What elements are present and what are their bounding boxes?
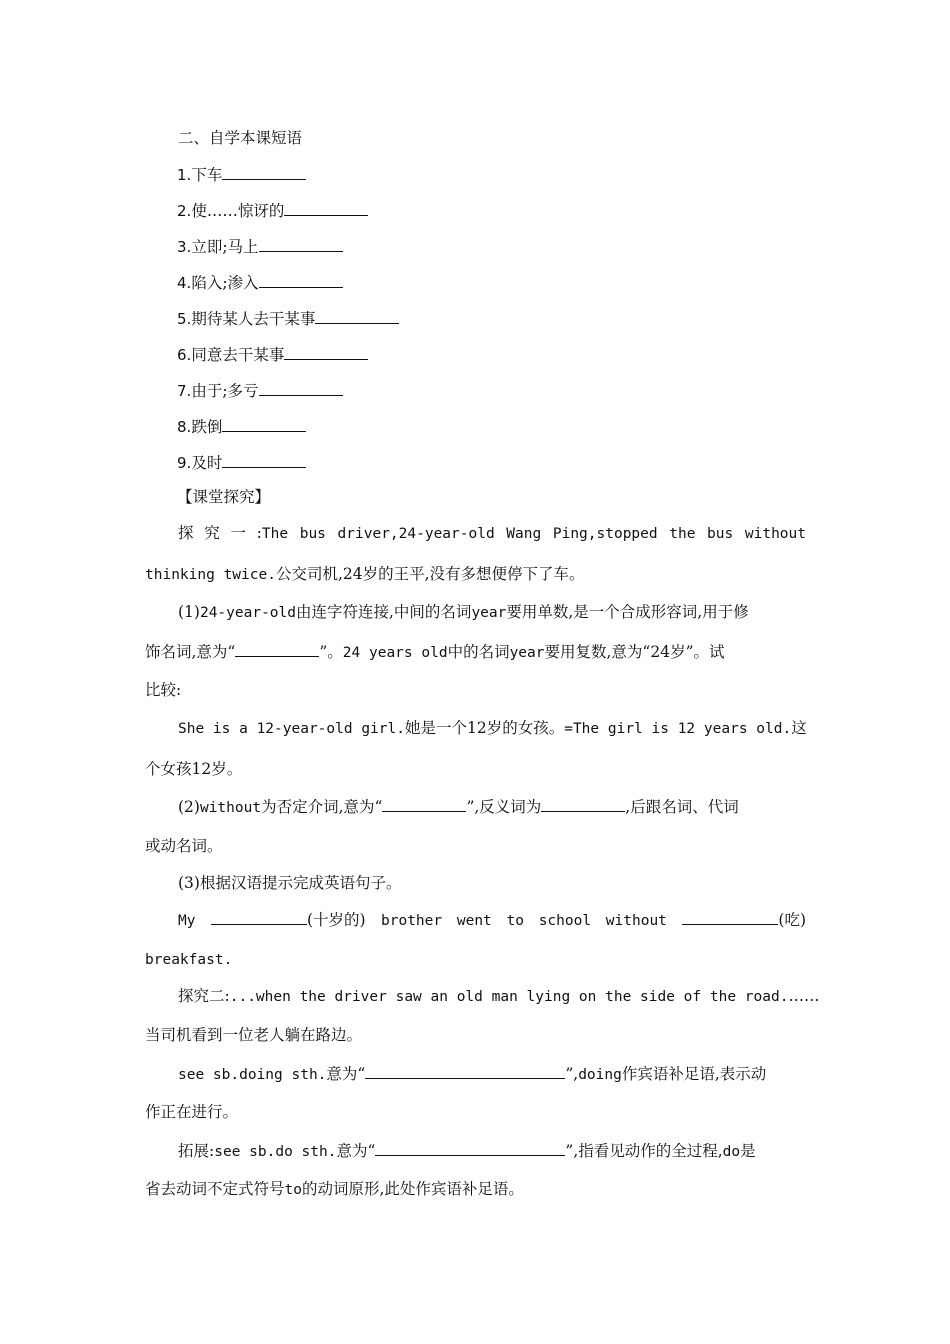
note1-line3: 比较:	[145, 681, 182, 699]
phrase-number: 6.	[177, 346, 192, 364]
answer-blank[interactable]	[259, 380, 343, 396]
phrase-number: 2.	[177, 202, 192, 220]
explore2-line1	[178, 986, 819, 1007]
phrase-item-7	[177, 380, 343, 401]
code-text: year	[471, 605, 507, 621]
code-text: without	[199, 800, 262, 816]
exercise-blank-group	[682, 909, 806, 930]
explore2-english: ...when the driver saw an old man lying on the side of the road.	[229, 989, 789, 1005]
answer-blank[interactable]	[541, 796, 625, 812]
example-translation: 这	[791, 719, 807, 737]
answer-blank[interactable]	[365, 1063, 565, 1079]
phrase-item-8	[177, 416, 306, 437]
answer-blank[interactable]	[222, 452, 306, 468]
note-text: ,后跟名词、代词	[625, 798, 739, 816]
note-text: 饰名词,意为“	[145, 643, 236, 661]
example-english: =The girl is 12 years old.	[564, 721, 792, 737]
answer-blank[interactable]	[682, 909, 778, 925]
section-heading: 二、自学本课短语	[178, 129, 303, 147]
note-text: 省去动词不定式符号	[145, 1180, 285, 1198]
phrase-item-5	[177, 308, 399, 329]
explore1-line1	[178, 523, 806, 544]
extension-line2	[145, 1179, 524, 1200]
phrase-item-1	[177, 164, 306, 185]
explore1-label: 探 究 一 :	[178, 524, 262, 542]
phrase-item-9	[177, 452, 306, 473]
explore1-english-cont: thinking twice.	[145, 567, 276, 583]
answer-blank[interactable]	[222, 164, 306, 180]
phrase-number: 4.	[177, 274, 192, 292]
note-text: 意为“	[336, 1142, 376, 1160]
note1-line1	[178, 602, 749, 623]
code-text: doing	[578, 1067, 622, 1083]
phrase-text: 下车	[191, 166, 223, 184]
note-text: 的动词原形,此处作宾语补足语。	[301, 1180, 524, 1198]
phrase-number: 3.	[177, 238, 192, 256]
exercise-hint: (吃)	[778, 911, 806, 929]
answer-blank[interactable]	[235, 641, 319, 657]
code-text: 24-year-old	[199, 605, 296, 621]
code-text: to	[284, 1182, 302, 1198]
phrase-item-2	[177, 200, 368, 221]
note-text: 意为“	[326, 1065, 366, 1083]
phrase-number: 7.	[177, 382, 192, 400]
phrase-item-4	[177, 272, 343, 293]
exercise-line2: breakfast.	[145, 952, 233, 968]
answer-blank[interactable]	[375, 1140, 565, 1156]
phrase-text: 立即;马上	[191, 238, 259, 256]
phrase-text: 使……惊讶的	[191, 202, 285, 220]
explore1-line2	[145, 564, 585, 585]
note3-line: (3)根据汉语提示完成英语句子。	[178, 874, 402, 892]
note2-line1	[178, 796, 739, 818]
example-english: She is a 12-year-old girl.	[178, 721, 405, 737]
note-text: ”,	[565, 1065, 579, 1083]
code-text: year	[509, 645, 545, 661]
answer-blank[interactable]	[284, 344, 368, 360]
note-text: 要用复数,意为“24岁”。试	[544, 643, 725, 661]
explore2-label: 探究二:	[178, 987, 230, 1005]
phrase-number: 8.	[177, 418, 192, 436]
code-text: do	[722, 1144, 741, 1160]
explore2-line2: 当司机看到一位老人躺在路边。	[145, 1026, 363, 1044]
example-line1	[178, 718, 807, 739]
answer-blank[interactable]	[259, 272, 343, 288]
note-text: 为否定介词,意为“	[261, 798, 383, 816]
note2-line2: 或动名词。	[145, 837, 223, 855]
code-text: 24 years old	[342, 645, 448, 661]
code-text: see sb.doing sth.	[178, 1067, 327, 1083]
phrase-text: 期待某人去干某事	[191, 310, 316, 328]
note-prefix: (1)	[178, 603, 200, 621]
classroom-heading: 【课堂探究】	[177, 488, 271, 506]
exercise-word: My	[178, 913, 196, 929]
answer-blank[interactable]	[284, 200, 368, 216]
note4-line1	[178, 1063, 766, 1085]
note-text: 由连字符连接,中间的名词	[296, 603, 472, 621]
note-text: ”,指看见动作的全过程,	[565, 1142, 723, 1160]
extension-line1	[178, 1140, 756, 1162]
answer-blank[interactable]	[211, 909, 307, 925]
note1-line2	[145, 641, 725, 663]
note-prefix: (2)	[178, 798, 200, 816]
note-text: ”。	[319, 643, 343, 661]
answer-blank[interactable]	[222, 416, 306, 432]
phrase-item-3	[177, 236, 343, 257]
phrase-number: 9.	[177, 454, 192, 472]
exercise-hint: (十岁的)	[306, 911, 366, 929]
phrase-text: 及时	[191, 454, 223, 472]
phrase-text: 跌倒	[191, 418, 223, 436]
note-text: ”,反义词为	[466, 798, 542, 816]
note-text: 要用单数,是一个合成形容词,用于修	[506, 603, 749, 621]
exercise-words: brother went to school without	[381, 913, 667, 929]
note4-line2: 作正在进行。	[145, 1103, 239, 1121]
phrase-text: 陷入;渗入	[191, 274, 259, 292]
phrase-number: 1.	[177, 166, 192, 184]
extension-label: 拓展:	[178, 1142, 215, 1160]
answer-blank[interactable]	[315, 308, 399, 324]
note-text: 中的名词	[447, 643, 510, 661]
exercise-line1	[178, 909, 806, 931]
answer-blank[interactable]	[382, 796, 466, 812]
phrase-text: 由于;多亏	[191, 382, 259, 400]
explore1-translation: 公交司机,24岁的王平,没有多想便停下了车。	[275, 565, 585, 583]
exercise-blank-group	[211, 909, 366, 930]
code-text: see sb.do sth.	[214, 1144, 337, 1160]
explore1-english: The bus driver,24-year-old Wang Ping,stopped the bus without	[261, 526, 806, 542]
answer-blank[interactable]	[259, 236, 343, 252]
note-text: 作宾语补足语,表示动	[621, 1065, 767, 1083]
phrase-item-6	[177, 344, 368, 365]
example-translation: 她是一个12岁的女孩。	[404, 719, 565, 737]
ellipsis: ……	[788, 987, 820, 1005]
note-text: 是	[740, 1142, 756, 1160]
phrase-text: 同意去干某事	[191, 346, 285, 364]
example-line2: 个女孩12岁。	[145, 760, 243, 778]
phrase-number: 5.	[177, 310, 192, 328]
